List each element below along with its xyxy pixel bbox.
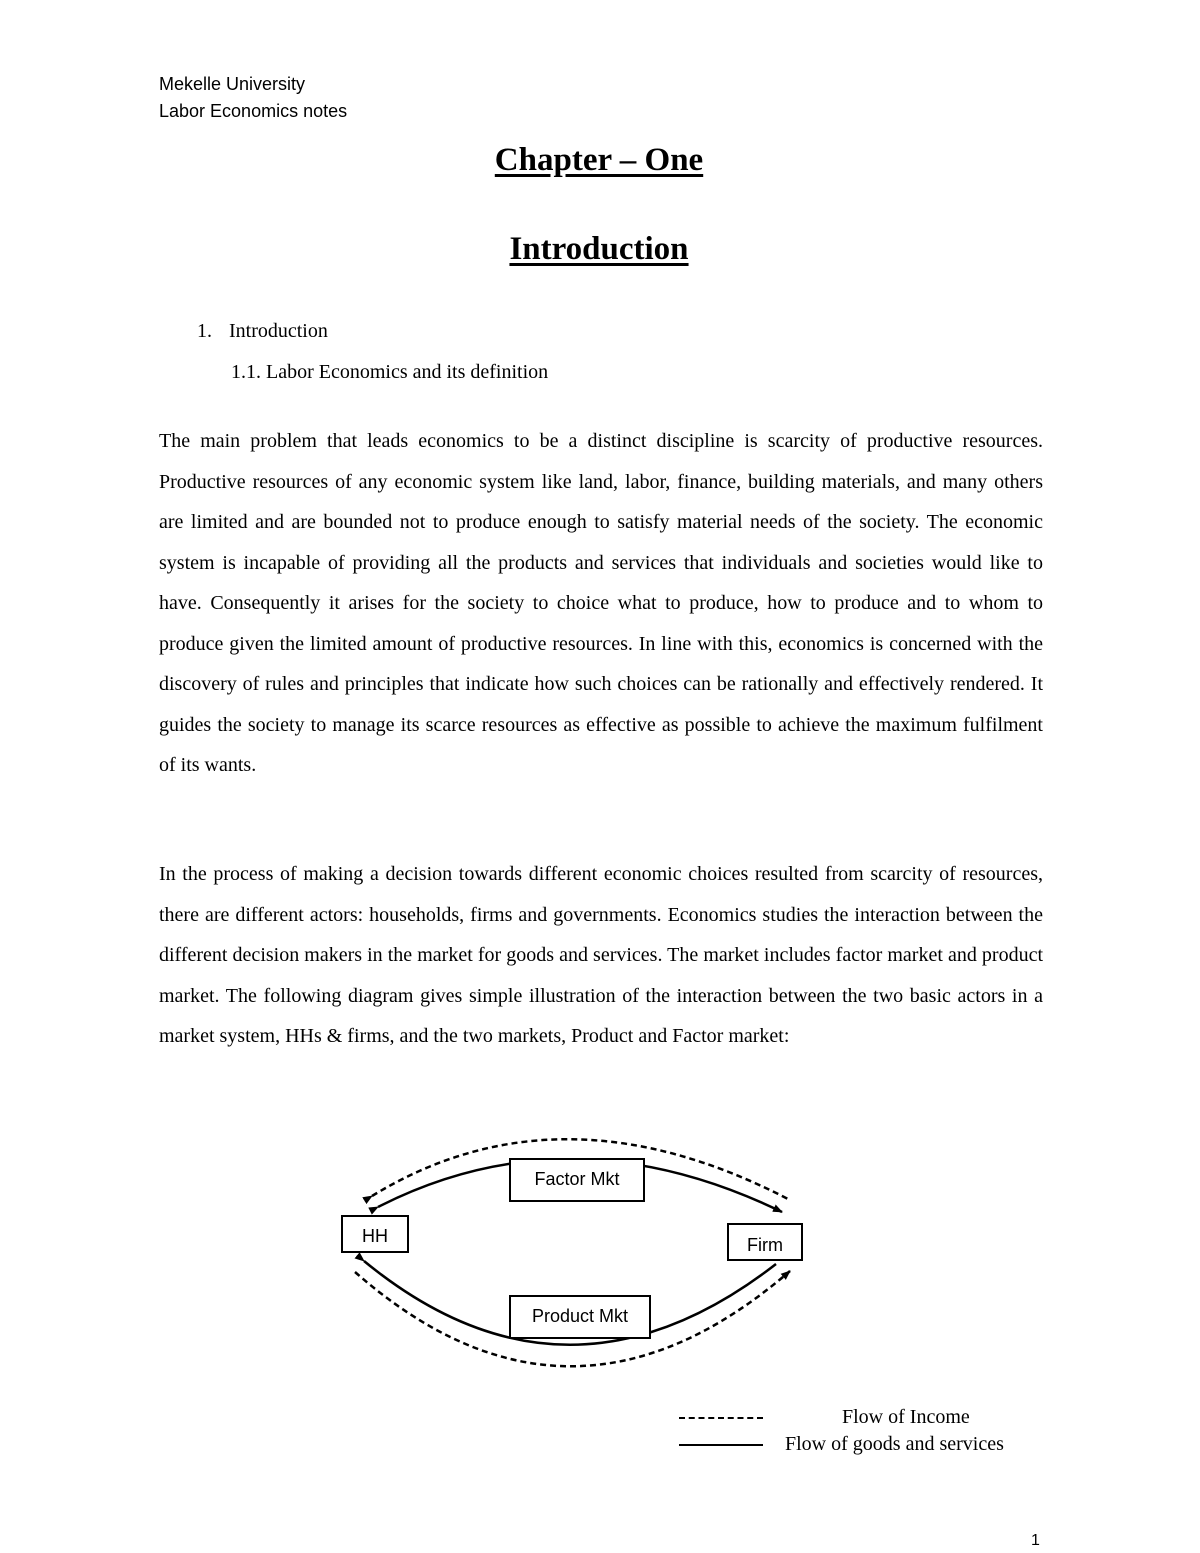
toc-item-1-1: 1.1. Labor Economics and its definition	[231, 361, 549, 383]
legend-goods	[679, 1432, 1059, 1458]
factor-market-label: Factor Mkt	[534, 1169, 620, 1189]
section-title: Introduction	[509, 231, 689, 267]
product-market-label: Product Mkt	[531, 1306, 629, 1326]
legend-income-label: Flow of Income	[842, 1406, 970, 1428]
page-number: 1	[1031, 1532, 1040, 1549]
toc-item-1-number: 1.	[197, 320, 212, 342]
toc-item-1	[197, 319, 328, 343]
hh-label: HH	[362, 1226, 388, 1246]
legend-solid-line	[679, 1444, 763, 1446]
legend-income	[679, 1405, 1059, 1431]
legend-dashed-line	[679, 1417, 763, 1419]
legend-goods-label: Flow of goods and services	[785, 1433, 1004, 1455]
header-course: Labor Economics notes	[159, 101, 348, 121]
firm-label: Firm	[747, 1235, 783, 1255]
header-university: Mekelle University	[159, 74, 306, 94]
chapter-title: Chapter – One	[494, 142, 704, 178]
paragraph-actors: In the process of making a decision towards different economic choices resulted from scarcity of resources, there are different actors: households, firms and governments. Economics studies the interaction between the different decision makers in the market for goods and services. The market includes factor market and product market. The following diagram gives simple illustration of the interaction between the two basic actors in a market system, HHs & firms, and the two markets, Product and Factor market:	[159, 863, 1043, 1047]
toc-item-1-label: Introduction	[229, 320, 328, 342]
paragraph-scarcity: The main problem that leads economics to be a distinct discipline is scarcity of productive resources. Productive resources of any economic system like land, labor, finance, building materials, and many others are limited and are bounded not to produce enough to satisfy material needs of the society. The economic system is incapable of providing all the products and services that individuals and societies would like to have. Consequently it arises for the society to choice what to produce, how to produce and to whom to produce given the limited amount of productive resources. In line with this, economics is concerned with the discovery of rules and principles that indicate how such choices can be rationally and effectively rendered. It guides the society to manage its scarce resources as effective as possible to achieve the maximum fulfilment of its wants.	[159, 430, 1043, 776]
circular-flow-diagram	[330, 1125, 820, 1375]
